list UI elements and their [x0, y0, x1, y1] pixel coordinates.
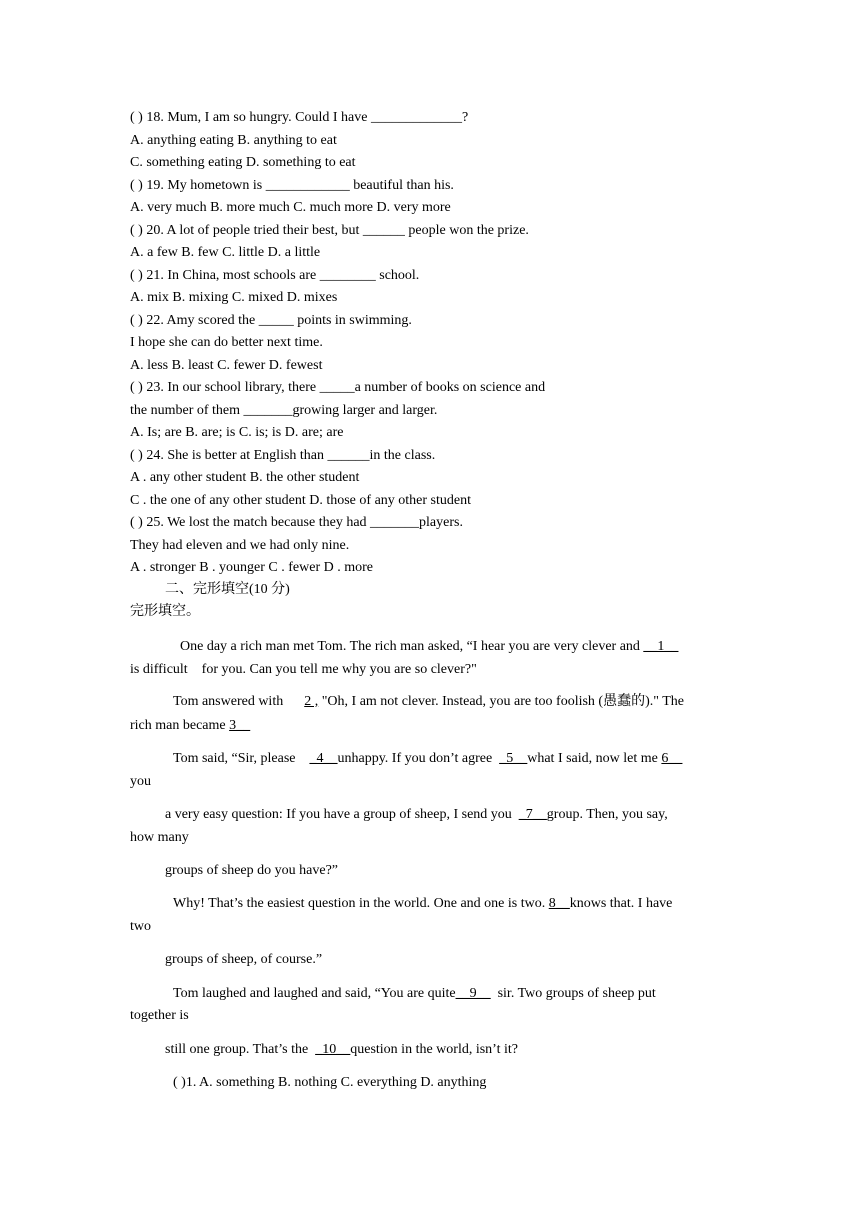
passage-line: rich man became 3__	[130, 718, 251, 733]
passage-line: a very easy question: If you have a group of sheep, I send you _7__group. Then, you say,	[165, 807, 668, 822]
passage-line: Tom answered with 2 , "Oh, I am not clever. Instead, you are too foolish (愚蠢的)." The	[173, 694, 684, 709]
question-20-options: A. a few B. few C. little D. a little	[130, 245, 321, 260]
question-21-stem: ( ) 21. In China, most schools are ________ school.	[130, 268, 420, 283]
passage-line: two	[130, 919, 151, 934]
question-22-stem: ( ) 22. Amy scored the _____ points in swimming.	[130, 313, 412, 328]
question-18-options-ab: A. anything eating B. anything to eat	[130, 133, 337, 148]
question-18-options-cd: C. something eating D. something to eat	[130, 155, 356, 170]
blank-4: _4__	[309, 751, 338, 766]
question-24-stem: ( ) 24. She is better at English than ______in the class.	[130, 448, 436, 463]
passage-line: Tom said, “Sir, please _4__unhappy. If you don’t agree _5__what I said, now let me 6__	[173, 751, 683, 766]
question-23-stem: ( ) 23. In our school library, there _____a number of books on science and	[130, 380, 546, 395]
blank-5: _5__	[499, 751, 528, 766]
blank-3: 3__	[229, 718, 251, 733]
passage-line: together is	[130, 1008, 189, 1023]
question-20-stem: ( ) 20. A lot of people tried their best, but ______ people won the prize.	[130, 223, 529, 238]
section-subheading: 完形填空。	[130, 604, 200, 619]
question-24-options-cd: C . the one of any other student D. those of any other student	[130, 493, 471, 508]
cloze-question-1: ( )1. A. something B. nothing C. everything D. anything	[173, 1075, 487, 1090]
blank-8: 8__	[548, 896, 570, 911]
passage-line: Tom laughed and laughed and said, “You are quite__9__ sir. Two groups of sheep put	[173, 986, 656, 1001]
question-25-stem: ( ) 25. We lost the match because they had _______players.	[130, 515, 463, 530]
passage-line: Why! That’s the easiest question in the world. One and one is two. 8__knows that. I have	[173, 896, 673, 911]
passage-line: groups of sheep, of course.”	[165, 952, 323, 967]
blank-7: _7__	[518, 807, 547, 822]
question-23-stem-continued: the number of them _______growing larger and larger.	[130, 403, 438, 418]
question-19-stem: ( ) 19. My hometown is ____________ beautiful than his.	[130, 178, 454, 193]
passage-line: you	[130, 774, 151, 789]
question-22-options: A. less B. least C. fewer D. fewest	[130, 358, 323, 373]
question-24-options-ab: A . any other student B. the other student	[130, 470, 360, 485]
passage-line: still one group. That’s the _10__question in the world, isn’t it?	[165, 1042, 518, 1057]
question-18-stem: ( ) 18. Mum, I am so hungry. Could I have _____________?	[130, 110, 469, 125]
blank-2: 2 ,	[304, 694, 319, 709]
question-19-options: A. very much B. more much C. much more D. very more	[130, 200, 451, 215]
blank-6: 6__	[661, 751, 683, 766]
blank-1: __1__	[643, 639, 679, 654]
question-23-options: A. Is; are B. are; is C. is; is D. are; are	[130, 425, 344, 440]
question-22-stem-continued: I hope she can do better next time.	[130, 335, 323, 350]
passage-line: how many	[130, 830, 189, 845]
question-25-stem-continued: They had eleven and we had only nine.	[130, 538, 350, 553]
passage-line: is difficult for you. Can you tell me why you are so clever?"	[130, 662, 477, 677]
question-25-options: A . stronger B . younger C . fewer D . more	[130, 560, 374, 575]
passage-line: groups of sheep do you have?”	[165, 863, 339, 878]
blank-10: _10__	[315, 1042, 351, 1057]
question-21-options: A. mix B. mixing C. mixed D. mixes	[130, 290, 338, 305]
passage-line: One day a rich man met Tom. The rich man asked, “I hear you are very clever and __1__	[180, 639, 679, 654]
section-heading: 二、完形填空(10 分)	[165, 582, 290, 597]
blank-9: __9__	[455, 986, 491, 1001]
